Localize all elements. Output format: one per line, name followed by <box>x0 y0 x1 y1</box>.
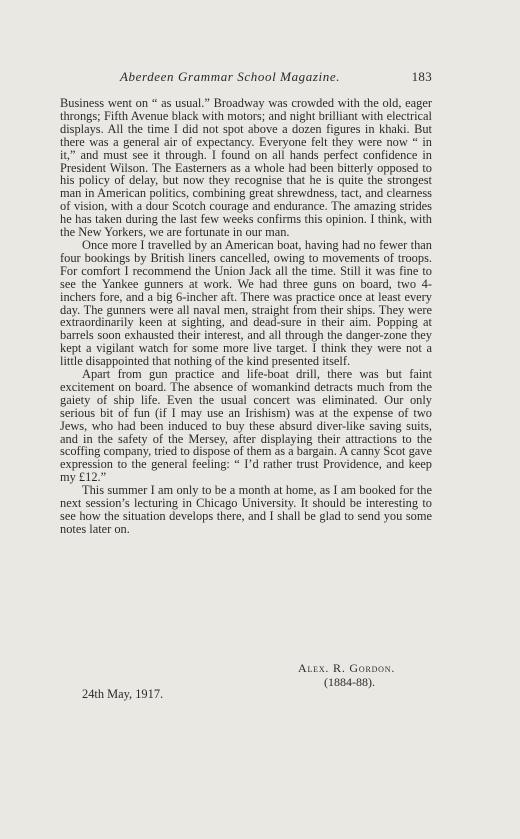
paragraph-3: Apart from gun practice and life-boat drill, there was but faint excitement on board. The absence of womankind detracts much from the gaiety of ship life. Even the usual concert was eliminated. Our only serious bit of fun (if I may use an Irishism) was at the expense of two Jews, who had been induced to buy these absurd diver-like saving suits, and in the safety of the Mersey, after displaying their attractions to the scoffing company, tried to dispose of them as a bargain. A canny Scot gave expression to the general feeling: “ I’d rather trust Providence, and keep my £12.” <box>60 367 432 485</box>
page-number: 183 <box>411 69 432 84</box>
paragraph-2: Once more I travelled by an American boat, having had no fewer than four bookings by British liners cancelled, owing to movements of troops. For comfort I recommend the Union Jack all the time. Still it was fine to see the Yankee gunners at work. We had three guns on board, two 4-inchers fore, and a big 6-incher aft. There was practice once at least every day. The gunners were all naval men, straight from their ships. They were extraordinarily keen at sighting, and dead-sure in their aim. Popping at barrels soon exhausted their interest, and all through the danger-zone they kept a vigilant watch for some more live target. I think they were not a little disappointed that nothing of the kind presented itself. <box>60 237 432 369</box>
running-header <box>60 66 432 88</box>
letter-date: 24th May, 1917. <box>82 687 164 701</box>
paragraph-4: This summer I am only to be a month at home, as I am booked for the next session’s lecturing in Chicago University. It should be interesting to see how the situation develops there, and I shall be glad to send you some notes later on. <box>60 483 432 536</box>
signature-block <box>298 661 395 689</box>
magazine-title: Aberdeen Grammar School Magazine. <box>120 69 341 84</box>
author-years: (1884-88). <box>324 675 375 689</box>
paragraph-1: Business went on “ as usual.” Broadway was crowded with the old, eager throngs; Fifth Avenue black with motors; and night brilliant with electrical displays. All the time I did not spot above a dozen figures in khaki. But there was a general air of expectancy. Everyone felt they were now “ in it,” and must see it through. I found on all hands perfect confidence in President Wilson. The Easterners as a whole had been bitterly opposed to his policy of delay, but now they recognise that he is quite the strongest man in American politics, combining great shrewdness, tact, and clearness of vision, with a dour Scotch courage and endurance. The amazing strides he has taken during the last few weeks confirms this opinion. I think, with the New Yorkers, we are fortunate in our man. <box>60 96 432 240</box>
article-body <box>60 97 432 536</box>
author-name: Alex. R. Gordon. <box>298 661 396 675</box>
